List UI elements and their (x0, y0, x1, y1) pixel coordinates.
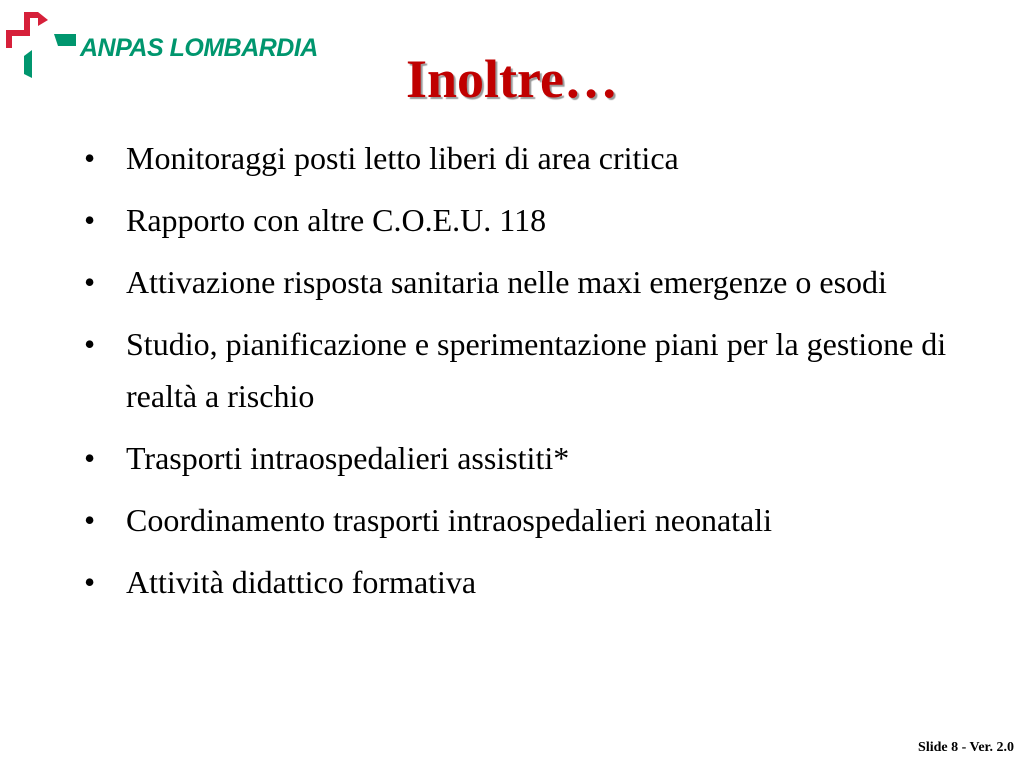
bullet-text: Studio, pianificazione e sperimentazione piani per la gestione di realtà a rischio (126, 326, 947, 414)
bullet-list (84, 132, 964, 618)
bullet-item (84, 556, 964, 608)
bullet-dot: • (84, 564, 96, 600)
bullet-dot: • (84, 202, 96, 238)
bullet-dot: • (84, 326, 96, 362)
bullet-text: Attività didattico formativa (126, 564, 477, 600)
bullet-item (84, 194, 964, 246)
bullet-dot: • (84, 502, 96, 538)
logo-text: ANPAS LOMBARDIA (80, 34, 318, 62)
bullet-text: Trasporti intraospedalieri assistiti* (126, 440, 570, 476)
bullet-item (84, 432, 964, 484)
bullet-text: Monitoraggi posti letto liberi di area critica (126, 140, 679, 176)
bullet-item (84, 256, 964, 308)
bullet-dot: • (84, 440, 96, 476)
slide-title: Inoltre… (406, 49, 618, 109)
bullet-text: Rapporto con altre C.O.E.U. 118 (126, 202, 547, 238)
bullet-item (84, 318, 964, 422)
bullet-item (84, 132, 964, 184)
bullet-dot: • (84, 264, 96, 300)
bullet-dot: • (84, 140, 96, 176)
bullet-text: Coordinamento trasporti intraospedalieri neonatali (126, 502, 773, 538)
slide-footer: Slide 8 - Ver. 2.0 (918, 740, 1014, 755)
bullet-item (84, 494, 964, 546)
bullet-text: Attivazione risposta sanitaria nelle maxi emergenze o esodi (126, 264, 887, 300)
